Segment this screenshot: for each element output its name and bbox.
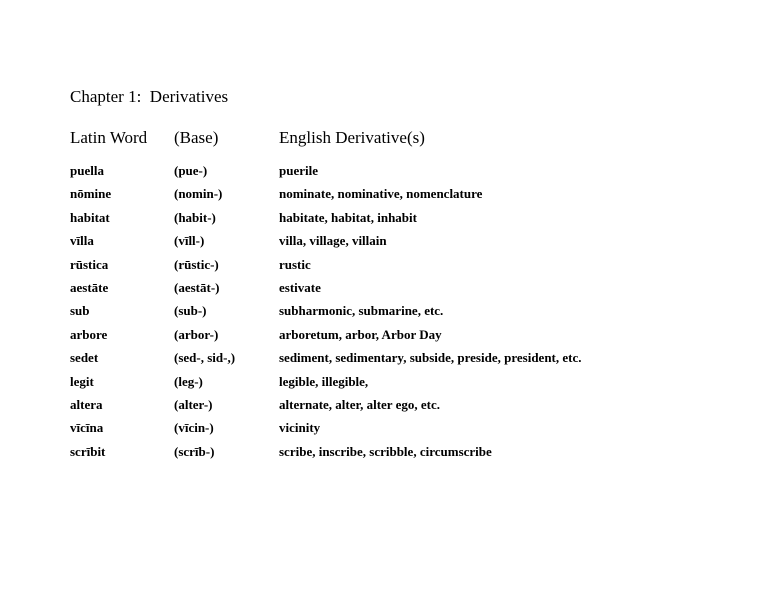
header-base: (Base) [174,128,219,147]
table-row [70,440,710,463]
english-derivatives: arboretum, arbor, Arbor Day [279,326,442,342]
table-row [70,276,710,299]
table-row [70,323,710,346]
base: (aestāt-) [174,279,220,295]
table-row [70,393,710,416]
base: (nomin-) [174,186,223,202]
table-row [70,182,710,205]
base: (scrīb-) [174,443,215,459]
english-derivatives: vicinity [279,420,321,436]
header-english-derivatives: English Derivative(s) [279,128,425,147]
base: (habit-) [174,209,216,225]
latin-word: vīcīna [70,420,104,436]
english-derivatives: alternate, alter, alter ego, etc. [279,396,440,412]
base: (sub-) [174,303,207,319]
header-latin-word: Latin Word [70,128,148,147]
table-row [70,229,710,252]
table-row [70,299,710,322]
latin-word: vīlla [70,233,94,249]
base: (vīcin-) [174,420,214,436]
english-derivatives: puerile [279,163,318,178]
derivatives-table [70,159,710,463]
english-derivatives: subharmonic, submarine, etc. [279,303,444,319]
latin-word: arbore [70,326,108,342]
table-row [70,370,710,393]
latin-word: habitat [70,209,110,225]
latin-word: sub [70,303,90,319]
english-derivatives: rustic [279,256,311,272]
latin-word: rūstica [70,256,109,272]
base: (arbor-) [174,326,219,342]
table-row [70,206,710,229]
english-derivatives: scribe, inscribe, scribble, circumscribe [279,443,492,459]
latin-word: aestāte [70,279,109,295]
latin-word: legit [70,373,94,389]
english-derivatives: nominate, nominative, nomenclature [279,186,483,202]
table-row [70,253,710,276]
base: (alter-) [174,396,213,412]
english-derivatives: villa, village, villain [279,233,387,249]
table-row [70,346,710,369]
base: (rūstic-) [174,256,219,272]
latin-word: scrībit [70,443,106,459]
english-derivatives: legible, illegible, [279,373,369,389]
table-row [70,159,710,182]
english-derivatives: sediment, sedimentary, subside, preside, president, etc. [279,350,582,366]
latin-word: altera [70,396,103,412]
latin-word: sedet [70,350,99,366]
page-title: Chapter 1: Derivatives [70,87,229,106]
base: (sed-, sid-,) [174,350,236,366]
base: (leg-) [174,373,203,389]
latin-word: puella [70,163,104,178]
english-derivatives: estivate [279,279,321,295]
english-derivatives: habitate, habitat, inhabit [279,209,417,225]
latin-word: nōmine [70,186,112,202]
base: (vīll-) [174,233,205,249]
table-row [70,416,710,439]
base: (pue-) [174,163,208,178]
